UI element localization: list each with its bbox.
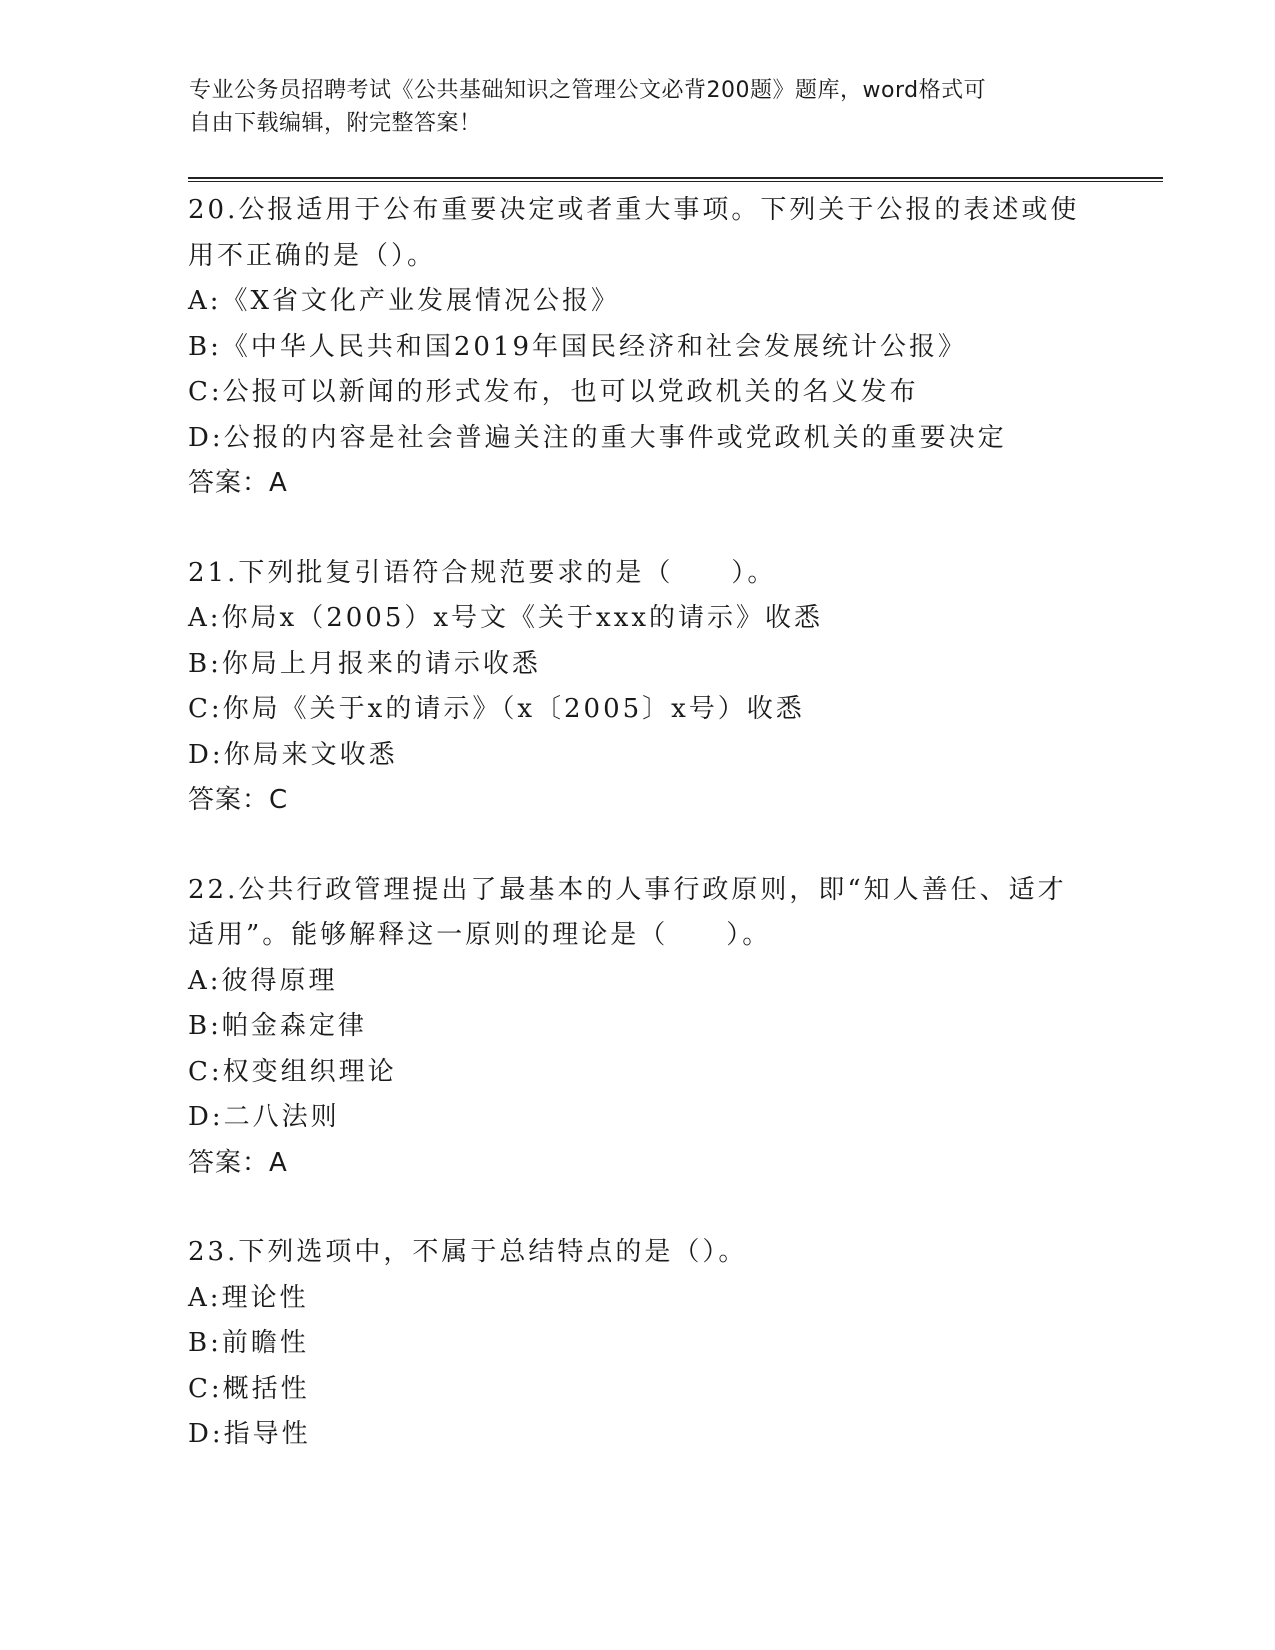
question-stem: 21.下列批复引语符合规范要求的是（ ）。: [188, 557, 777, 588]
question-stem: 23.下列选项中，不属于总结特点的是（）。: [188, 1237, 748, 1267]
option-c: C:公报可以新闻的形式发布，也可以党政机关的名义发布: [188, 377, 919, 407]
question-22: [188, 868, 1088, 1187]
option-c: C:概括性: [188, 1373, 310, 1404]
question-stem: 用不正确的是（）。: [188, 240, 437, 271]
question-21: [188, 551, 1088, 824]
question-stem: 22.公共行政管理提出了最基本的人事行政原则，即“知人善任、适才: [188, 874, 1067, 905]
option-c: C:你局《关于x的请示》（x〔2005〕x号）收悉: [188, 694, 805, 724]
answer-label: 答案：A: [188, 1147, 288, 1178]
option-a: A:彼得原理: [188, 965, 338, 996]
header-line-2: 自由下载编辑，附完整答案！: [189, 111, 482, 136]
option-b: B:帕金森定律: [188, 1011, 367, 1041]
header-divider-thin: [188, 181, 1163, 182]
question-stem: 适用”。能够解释这一原则的理论是（ ）。: [188, 920, 772, 950]
option-d: D:你局来文收悉: [188, 739, 398, 770]
option-d: D:二八法则: [188, 1102, 340, 1132]
option-d: D:公报的内容是社会普遍关注的重大事件或党政机关的重要决定: [188, 422, 1007, 453]
option-b: B:前瞻性: [188, 1328, 309, 1358]
option-c: C:权变组织理论: [188, 1056, 397, 1087]
option-d: D:指导性: [188, 1419, 311, 1449]
question-20: [188, 188, 1088, 507]
answer-label: 答案：A: [188, 468, 288, 498]
question-stem: 20.公报适用于公布重要决定或者重大事项。下列关于公报的表述或使: [188, 195, 1080, 225]
header-line-1: 专业公务员招聘考试《公共基础知识之管理公文必背200题》题库，word格式可: [189, 78, 987, 103]
option-b: B:你局上月报来的请示收悉: [188, 648, 541, 679]
question-list: [188, 188, 1088, 1502]
document-header: [189, 74, 1089, 140]
option-a: A:《X省文化产业发展情况公报》: [188, 286, 621, 316]
header-divider-thick: [188, 177, 1163, 179]
option-a: A:你局x（2005）x号文《关于xxx的请示》收悉: [188, 603, 824, 633]
option-a: A:理论性: [188, 1282, 309, 1313]
answer-label: 答案：C: [188, 785, 289, 815]
option-b: B:《中华人民共和国2019年国民经济和社会发展统计公报》: [188, 331, 968, 362]
question-23: [188, 1230, 1088, 1458]
